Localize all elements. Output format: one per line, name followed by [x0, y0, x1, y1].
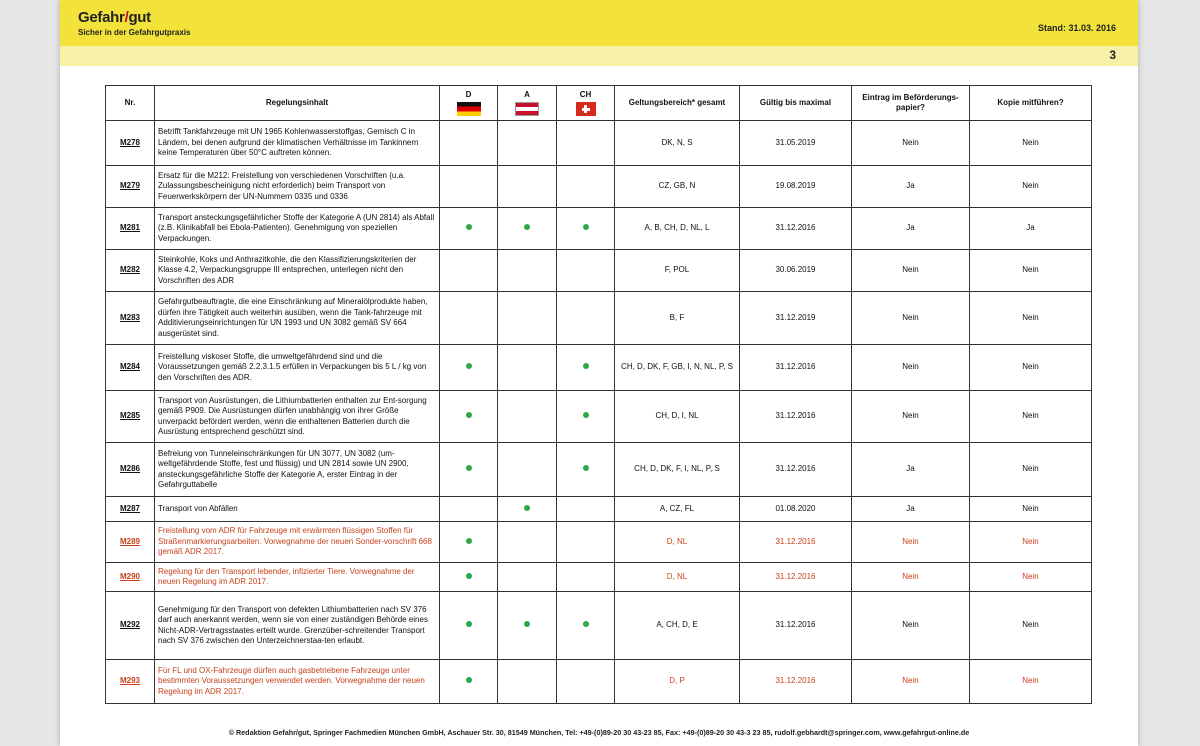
gueltig-bis-cell: 31.12.2016: [740, 443, 852, 497]
eintrag-cell: Ja: [852, 208, 970, 250]
country-a-cell: [498, 345, 557, 391]
kopie-cell: Nein: [970, 522, 1092, 563]
tagline: Sicher in der Gefahrgutpraxis: [78, 28, 191, 37]
germany-flag-icon: [457, 102, 481, 116]
gueltig-bis-cell: 19.08.2019: [740, 166, 852, 208]
country-ch-cell: [557, 592, 615, 660]
table-row: [106, 345, 1092, 391]
eintrag-cell: Ja: [852, 497, 970, 522]
regulation-number-link[interactable]: M281: [106, 208, 155, 250]
regulation-number-link[interactable]: M286: [106, 443, 155, 497]
kopie-cell: Nein: [970, 592, 1092, 660]
country-ch-cell: [557, 443, 615, 497]
geltungsbereich-cell: CH, D, DK, F, GB, I, N, NL, P, S: [615, 345, 740, 391]
country-a-cell: [498, 443, 557, 497]
kopie-cell: Nein: [970, 660, 1092, 704]
col-a-label: A: [524, 89, 530, 99]
eintrag-cell: Nein: [852, 121, 970, 166]
table-row: [106, 660, 1092, 704]
table-body: [106, 121, 1092, 704]
regulation-text: Transport ansteckungsgefährlicher Stoffe der Kategorie A (UN 2814) als Abfall (z.B. Klinikabfall bei Ebola-Patienten). Genehmigung von speziellen Verpackungen.: [155, 208, 440, 250]
country-ch-cell: [557, 563, 615, 592]
geltungsbereich-cell: B, F: [615, 292, 740, 345]
country-ch-cell: [557, 121, 615, 166]
country-a-cell: [498, 121, 557, 166]
regulation-text: Freistellung vom ADR für Fahrzeuge mit erwärmten flüssigen Stoffen für Straßenmarkierungsarbeiten. Vorwegnahme der neuen Sonder-vorschrift 668 gemäß ADR 2017.: [155, 522, 440, 563]
country-d-cell: [440, 292, 498, 345]
eintrag-cell: Ja: [852, 443, 970, 497]
country-a-cell: [498, 292, 557, 345]
col-nr: Nr.: [106, 86, 155, 121]
table-row: [106, 250, 1092, 292]
regulation-text: Gefahrgutbeauftragte, die eine Einschränkung auf Mineralölprodukte haben, dürfen ihre Tätigkeit auch weiterhin ausüben, wenn die Tank-fahrzeuge mit Additivierungseinrichtungen für UN 1993 und UN 3082 gemäß SV 664 ausgerüstet sind.: [155, 292, 440, 345]
country-a-cell: [498, 592, 557, 660]
regulation-number-link[interactable]: M284: [106, 345, 155, 391]
header-strip: [60, 46, 1138, 66]
kopie-cell: Nein: [970, 292, 1092, 345]
gueltig-bis-cell: 31.12.2016: [740, 208, 852, 250]
regulation-number-link[interactable]: M292: [106, 592, 155, 660]
col-d: [440, 86, 498, 121]
regulation-text: Freistellung viskoser Stoffe, die umweltgefährdend sind und die Voraussetzungen gemäß 2.2.3.1.5 erfüllen in Verpackungen bis 5 L / kg von den Vorschriften des ADR.: [155, 345, 440, 391]
table-row: [106, 121, 1092, 166]
gueltig-bis-cell: 31.05.2019: [740, 121, 852, 166]
regulation-number-link[interactable]: M293: [106, 660, 155, 704]
gueltig-bis-cell: 31.12.2016: [740, 563, 852, 592]
geltungsbereich-cell: D, P: [615, 660, 740, 704]
geltungsbereich-cell: A, CZ, FL: [615, 497, 740, 522]
regulation-number-link[interactable]: M289: [106, 522, 155, 563]
logo: Gefahr/gut: [78, 9, 151, 26]
kopie-cell: Nein: [970, 563, 1092, 592]
country-d-cell: [440, 592, 498, 660]
table-row: [106, 592, 1092, 660]
green-dot-icon: [466, 677, 472, 683]
geltungsbereich-cell: DK, N, S: [615, 121, 740, 166]
green-dot-icon: [583, 412, 589, 418]
country-d-cell: [440, 497, 498, 522]
country-ch-cell: [557, 391, 615, 443]
eintrag-cell: Nein: [852, 660, 970, 704]
header-bar: [60, 0, 1138, 46]
country-ch-cell: [557, 250, 615, 292]
col-regelung: Regelungsinhalt: [155, 86, 440, 121]
green-dot-icon: [466, 538, 472, 544]
country-a-cell: [498, 497, 557, 522]
kopie-cell: Nein: [970, 166, 1092, 208]
table-row: [106, 391, 1092, 443]
green-dot-icon: [466, 465, 472, 471]
regulation-text: Für FL und OX-Fahrzeuge dürfen auch gasbetriebene Fahrzeuge unter bestimmten Voraussetzungen verwendet werden. Vorwegnahme der neuen Regelung im ADR 2017.: [155, 660, 440, 704]
gueltig-bis-cell: 31.12.2016: [740, 391, 852, 443]
green-dot-icon: [466, 412, 472, 418]
regulation-text: Betrifft Tankfahrzeuge mit UN 1965 Kohlenwasserstoffgas, Gemisch C in Ländern, bei denen aufgrund der klimatischen Verhältnisse im Tankinnern keine Temperaturen über 50°C auftreten können.: [155, 121, 440, 166]
gueltig-bis-cell: 31.12.2016: [740, 592, 852, 660]
geltungsbereich-cell: D, NL: [615, 522, 740, 563]
table-row: [106, 497, 1092, 522]
country-d-cell: [440, 208, 498, 250]
regulation-number-link[interactable]: M278: [106, 121, 155, 166]
geltungsbereich-cell: F, POL: [615, 250, 740, 292]
regulation-text: Befreiung von Tunneleinschränkungen für UN 3077, UN 3082 (um-weltgefährdende Stoffe, fest und flüssig) und UN 2814 sowie UN 2900, ansteckungsgefährliche Stoffe der Kategorie A, erster Eintrag in der Gefahrguttabelle: [155, 443, 440, 497]
geltungsbereich-cell: CH, D, DK, F, I, NL, P, S: [615, 443, 740, 497]
document-page: [60, 0, 1138, 746]
regulations-table: [105, 85, 1092, 704]
table-row: [106, 522, 1092, 563]
country-ch-cell: [557, 660, 615, 704]
col-kopie: Kopie mitführen?: [970, 86, 1092, 121]
country-d-cell: [440, 345, 498, 391]
austria-flag-icon: [515, 102, 539, 116]
col-geltung: Geltungsbereich* gesamt: [615, 86, 740, 121]
kopie-cell: Nein: [970, 391, 1092, 443]
country-a-cell: [498, 660, 557, 704]
table-row: [106, 166, 1092, 208]
geltungsbereich-cell: A, CH, D, E: [615, 592, 740, 660]
regulation-text: Regelung für den Transport lebender, infizierter Tiere. Vorwegnahme der neuen Regelung im ADR 2017.: [155, 563, 440, 592]
eintrag-cell: Nein: [852, 522, 970, 563]
country-d-cell: [440, 563, 498, 592]
kopie-cell: Nein: [970, 250, 1092, 292]
country-ch-cell: [557, 497, 615, 522]
green-dot-icon: [583, 363, 589, 369]
col-eintrag: Eintrag im Beförderungs-papier?: [852, 86, 970, 121]
green-dot-icon: [524, 621, 530, 627]
country-d-cell: [440, 660, 498, 704]
regulation-text: Transport von Ausrüstungen, die Lithiumbatterien enthalten zur Ent-sorgung gemäß P909. Die Ausrüstungen dürfen unabhängig von ihrer Größe unverpackt befördert werden, wenn die enthaltenen Batterien durch die Ausrüstung entsprechend geschützt sind.: [155, 391, 440, 443]
regulation-text: Ersatz für die M212: Freistellung von verschiedenen Vorschriften (u.a. Zulassungsbescheinigung nicht erforderlich) beim Transport von Feuerwerkskörpern der UN-Nummern 0335 und 0336: [155, 166, 440, 208]
page-number: 3: [1109, 48, 1116, 62]
table-row: [106, 208, 1092, 250]
country-d-cell: [440, 391, 498, 443]
green-dot-icon: [524, 505, 530, 511]
gueltig-bis-cell: 31.12.2016: [740, 522, 852, 563]
eintrag-cell: Nein: [852, 592, 970, 660]
green-dot-icon: [583, 224, 589, 230]
country-a-cell: [498, 250, 557, 292]
table-row: [106, 563, 1092, 592]
regulation-text: Transport von Abfällen: [155, 497, 440, 522]
green-dot-icon: [466, 363, 472, 369]
eintrag-cell: Nein: [852, 345, 970, 391]
regulation-number-link[interactable]: M285: [106, 391, 155, 443]
kopie-cell: Ja: [970, 208, 1092, 250]
country-ch-cell: [557, 522, 615, 563]
green-dot-icon: [524, 224, 530, 230]
country-d-cell: [440, 443, 498, 497]
kopie-cell: Nein: [970, 443, 1092, 497]
col-a: [498, 86, 557, 121]
eintrag-cell: Nein: [852, 292, 970, 345]
green-dot-icon: [466, 224, 472, 230]
green-dot-icon: [583, 621, 589, 627]
regulation-number-link[interactable]: M282: [106, 250, 155, 292]
country-d-cell: [440, 121, 498, 166]
col-ch: [557, 86, 615, 121]
gueltig-bis-cell: 31.12.2016: [740, 345, 852, 391]
green-dot-icon: [583, 465, 589, 471]
regulation-text: Genehmigung für den Transport von defekten Lithiumbatterien nach SV 376 darf auch anerkannt werden, wenn sie von einer zuständigen Behörde eines Nicht-ADR-Vertragsstaates erteilt wurde. Grenzüber-schreitender Transport nach SV 376 zwischen den Unterzeichnerstaa-ten erlaubt.: [155, 592, 440, 660]
table-header-row: [106, 86, 1092, 121]
regulation-number-link[interactable]: M290: [106, 563, 155, 592]
green-dot-icon: [466, 573, 472, 579]
regulation-number-link[interactable]: M279: [106, 166, 155, 208]
geltungsbereich-cell: CH, D, I, NL: [615, 391, 740, 443]
col-gueltig: Gültig bis maximal: [740, 86, 852, 121]
gueltig-bis-cell: 30.06.2019: [740, 250, 852, 292]
geltungsbereich-cell: A, B, CH, D, NL, L: [615, 208, 740, 250]
gueltig-bis-cell: 31.12.2019: [740, 292, 852, 345]
footer: © Redaktion Gefahr/gut, Springer Fachmedien München GmbH, Aschauer Str. 30, 81549 München, Tel: +49-(0)89-20 30 43-23 85, Fax: +49-(0)89-20 30 43-3 23 85, rudolf.gebhardt@springer.com, www.gefahrgut-online.de: [228, 728, 970, 737]
country-a-cell: [498, 208, 557, 250]
country-a-cell: [498, 522, 557, 563]
country-ch-cell: [557, 345, 615, 391]
country-ch-cell: [557, 208, 615, 250]
regulation-text: Steinkohle, Koks und Anthrazitkohle, die den Klassifizierungskriterien der Klasse 4.2, Verpackungsgruppe III entsprechen, unterlegen nicht den Vorschriften des ADR: [155, 250, 440, 292]
regulation-number-link[interactable]: M287: [106, 497, 155, 522]
eintrag-cell: Nein: [852, 563, 970, 592]
eintrag-cell: Ja: [852, 166, 970, 208]
kopie-cell: Nein: [970, 121, 1092, 166]
gueltig-bis-cell: 31.12.2016: [740, 660, 852, 704]
col-d-label: D: [465, 89, 472, 99]
country-d-cell: [440, 166, 498, 208]
col-ch-label: CH: [579, 89, 592, 99]
country-d-cell: [440, 522, 498, 563]
kopie-cell: Nein: [970, 345, 1092, 391]
gueltig-bis-cell: 01.08.2020: [740, 497, 852, 522]
stand-date: Stand: 31.03. 2016: [1037, 23, 1116, 33]
geltungsbereich-cell: CZ, GB, N: [615, 166, 740, 208]
eintrag-cell: Nein: [852, 250, 970, 292]
eintrag-cell: Nein: [852, 391, 970, 443]
switzerland-flag-icon: [576, 102, 596, 116]
country-a-cell: [498, 166, 557, 208]
table-row: [106, 292, 1092, 345]
green-dot-icon: [466, 621, 472, 627]
regulation-number-link[interactable]: M283: [106, 292, 155, 345]
country-a-cell: [498, 391, 557, 443]
country-d-cell: [440, 250, 498, 292]
table-row: [106, 443, 1092, 497]
country-ch-cell: [557, 292, 615, 345]
country-ch-cell: [557, 166, 615, 208]
country-a-cell: [498, 563, 557, 592]
kopie-cell: Nein: [970, 497, 1092, 522]
geltungsbereich-cell: D, NL: [615, 563, 740, 592]
